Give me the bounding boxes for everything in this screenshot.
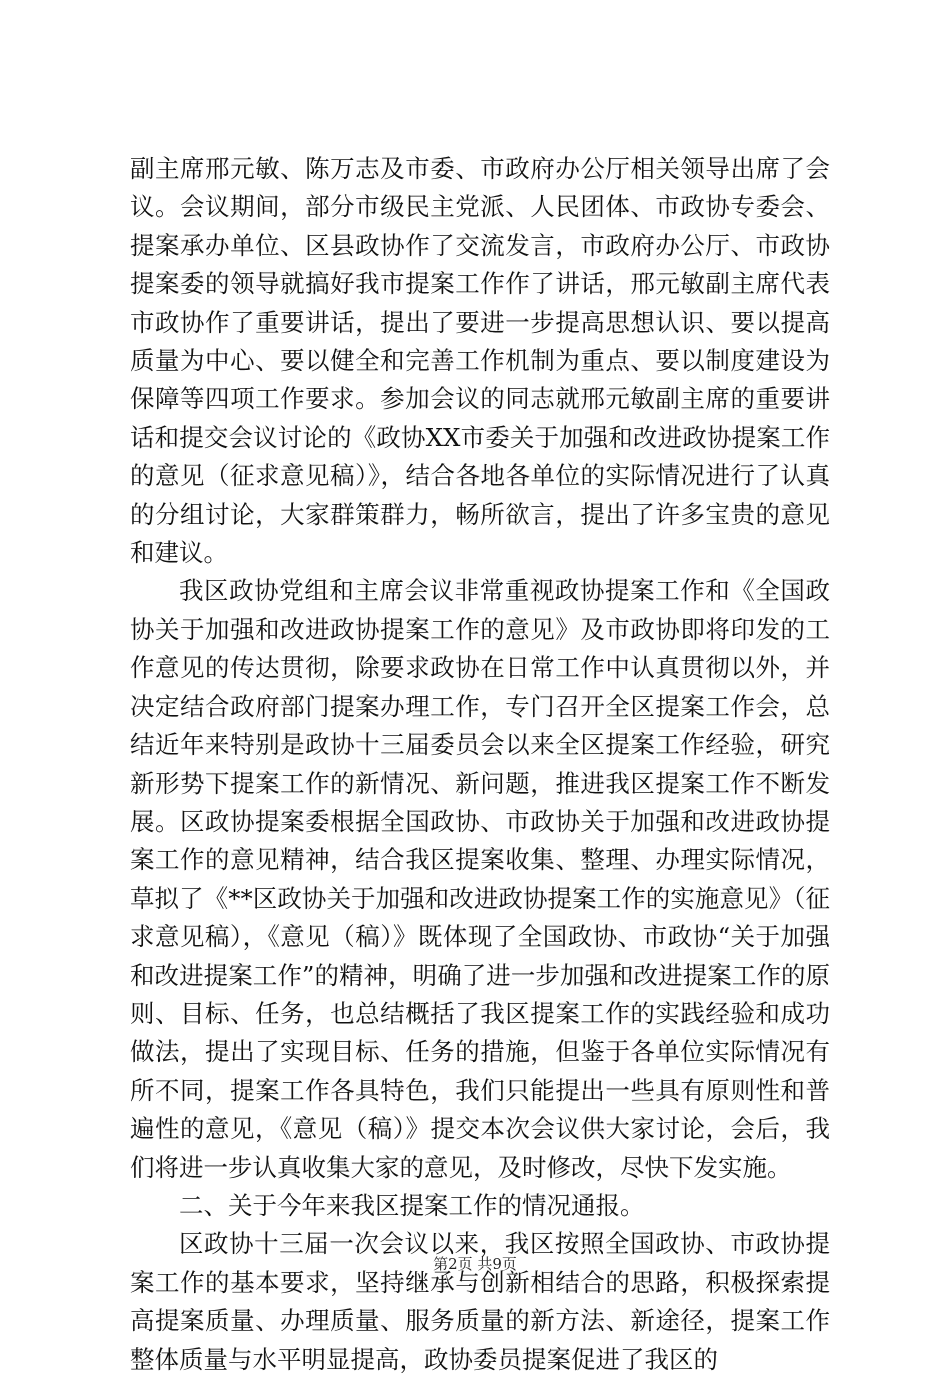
paragraph-1: 副主席邢元敏、陈万志及市委、市政府办公厅相关领导出席了会议。会议期间，部分市级民主党派、人民团体、市政协专委会、提案承办单位、区县政协作了交流发言，市政府办公厅、市政协提案委的领导就搞好我市提案工作作了讲话，邢元敏副主席代表市政协作了重要讲话，提出了要进一步提高思想认识、要以提高质量为中心、要以健全和完善工作机制为重点、要以制度建设为保障等四项工作要求。参加会议的同志就邢元敏副主席的重要讲话和提交会议讨论的《政协XX市委关于加强和改进政协提案工作的意见（征求意见稿）》，结合各地各单位的实际情况进行了认真的分组讨论，大家群策群力，畅所欲言，提出了许多宝贵的意见和建议。 (130, 154, 830, 568)
paragraph-3: 区政协十三届一次会议以来，我区按照全国政协、市政协提案工作的基本要求，坚持继承与创新相结合的思路，积极探索提高提案质量、办理质量、服务质量的新方法、新途径，提案工作整体质量与水平明显提高，政协委员提案促进了我区的 (130, 1229, 830, 1374)
section-heading: 二、关于今年来我区提案工作的情况通报。 (179, 1190, 645, 1220)
body-text (130, 150, 830, 1379)
page-footer: 第2页 共9页 (433, 1255, 517, 1273)
paragraph-2: 我区政协党组和主席会议非常重视政协提案工作和《全国政协关于加强和改进政协提案工作的意见》及市政协即将印发的工作意见的传达贯彻，除要求政协在日常工作中认真贯彻以外，并决定结合政府部门提案办理工作，专门召开全区提案工作会，总结近年来特别是政协十三届委员会以来全区提案工作经验，研究新形势下提案工作的新情况、新问题，推进我区提案工作不断发展。区政协提案委根据全国政协、市政协关于加强和改进政协提案工作的意见精神，结合我区提案收集、整理、办理实际情况，草拟了《**区政协关于加强和改进政协提案工作的实施意见》（征求意见稿），《意见（稿）》既体现了全国政协、市政协“关于加强和改进提案工作”的精神，明确了进一步加强和改进提案工作的原则、目标、任务，也总结概括了我区提案工作的实践经验和成功做法，提出了实现目标、任务的措施，但鉴于各单位实际情况有所不同，提案工作各具特色，我们只能提出一些具有原则性和普遍性的意见，《意见（稿）》提交本次会议供大家讨论，会后，我们将进一步认真收集大家的意见，及时修改，尽快下发实施。 (130, 576, 830, 1182)
